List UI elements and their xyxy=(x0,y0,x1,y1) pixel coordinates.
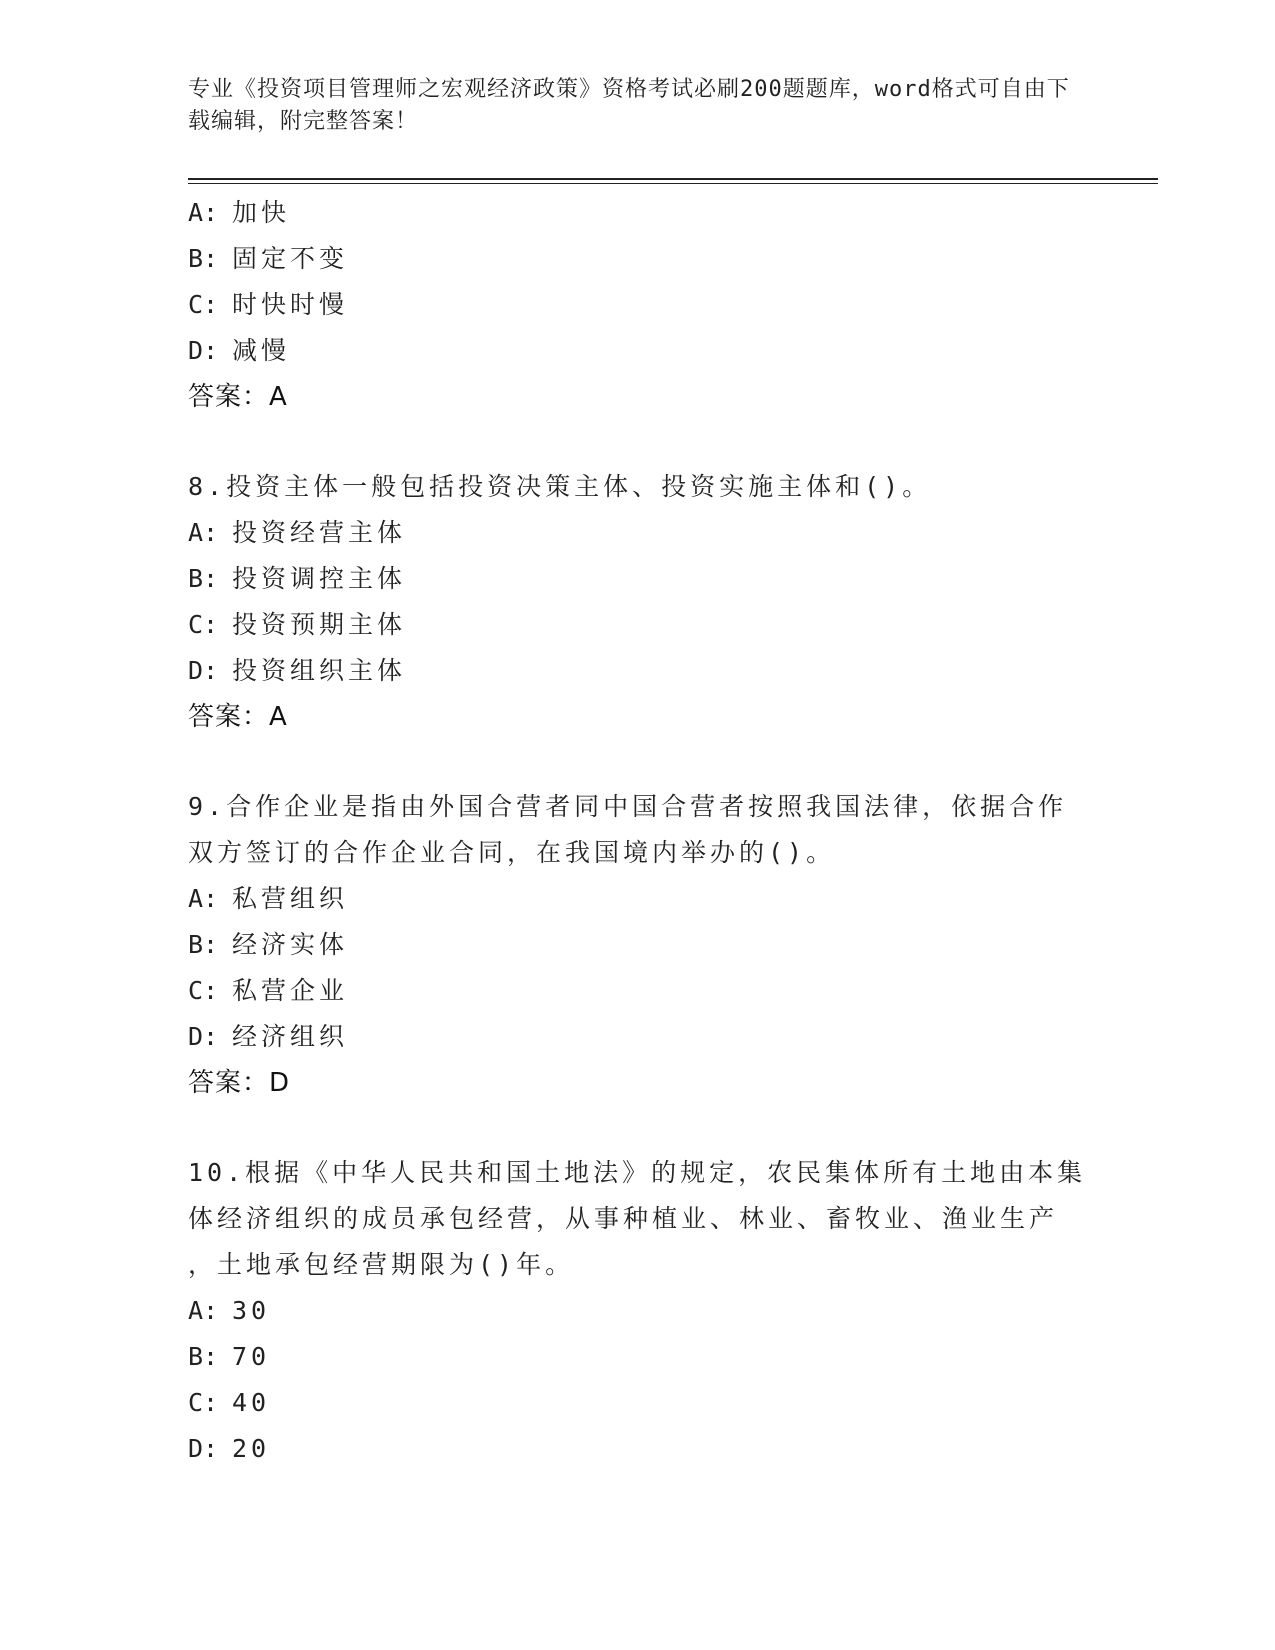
question-text-line: 双方签订的合作企业合同，在我国境内举办的()。 xyxy=(188,838,836,867)
option-label: D: xyxy=(188,336,219,365)
option-text: 经济实体 xyxy=(232,930,349,959)
option-text: 投资经营主体 xyxy=(232,518,407,547)
option-label: B: xyxy=(188,930,219,959)
option-text: 投资预期主体 xyxy=(232,610,407,639)
answer-line: 答案：A xyxy=(188,382,288,412)
option-c xyxy=(188,282,1108,328)
option-d xyxy=(188,1014,1108,1060)
question-text-line: ，土地承包经营期限为()年。 xyxy=(188,1250,575,1279)
option-d xyxy=(188,1426,1108,1472)
question-text: 8.投资主体一般包括投资决策主体、投资实施主体和()。 xyxy=(188,472,932,501)
option-label: A: xyxy=(188,884,219,913)
option-text: 减慢 xyxy=(232,336,291,365)
option-b xyxy=(188,922,1108,968)
question-8 xyxy=(188,464,1108,740)
option-text: 经济组织 xyxy=(232,1022,349,1051)
option-text: 70 xyxy=(232,1342,271,1371)
option-text: 时快时慢 xyxy=(232,290,349,319)
option-a xyxy=(188,876,1108,922)
option-b xyxy=(188,236,1108,282)
spacer xyxy=(188,420,1108,464)
question-10 xyxy=(188,1150,1108,1472)
question-9 xyxy=(188,784,1108,1106)
option-label: C: xyxy=(188,290,219,319)
option-a xyxy=(188,510,1108,556)
option-text: 40 xyxy=(232,1388,271,1417)
question-list xyxy=(188,190,1108,1472)
option-a xyxy=(188,190,1108,236)
option-b xyxy=(188,556,1108,602)
option-text: 加快 xyxy=(232,198,291,227)
answer-line: 答案：D xyxy=(188,1068,291,1098)
option-text: 20 xyxy=(232,1434,271,1463)
question-7 xyxy=(188,190,1108,420)
option-label: D: xyxy=(188,1434,219,1463)
option-b xyxy=(188,1334,1108,1380)
option-label: B: xyxy=(188,1342,219,1371)
document-header: 专业《投资项目管理师之宏观经济政策》资格考试必刷200题题库，word格式可自由下载编辑，附完整答案！ xyxy=(188,77,1070,134)
option-text: 私营企业 xyxy=(232,976,349,1005)
option-text: 私营组织 xyxy=(232,884,349,913)
spacer xyxy=(188,740,1108,784)
option-text: 投资调控主体 xyxy=(232,564,407,593)
question-text-line: 10.根据《中华人民共和国土地法》的规定，农民集体所有土地由本集 xyxy=(188,1158,1087,1187)
option-label: A: xyxy=(188,518,219,547)
option-label: C: xyxy=(188,610,219,639)
option-d xyxy=(188,648,1108,694)
spacer xyxy=(188,1106,1108,1150)
option-text: 30 xyxy=(232,1296,271,1325)
option-label: A: xyxy=(188,1296,219,1325)
question-text-line: 9.合作企业是指由外国合营者同中国合营者按照我国法律，依据合作 xyxy=(188,792,1068,821)
option-c xyxy=(188,1380,1108,1426)
option-label: A: xyxy=(188,198,219,227)
option-label: B: xyxy=(188,244,219,273)
option-c xyxy=(188,968,1108,1014)
option-c xyxy=(188,602,1108,648)
option-label: C: xyxy=(188,1388,219,1417)
answer-line: 答案：A xyxy=(188,702,288,732)
option-label: D: xyxy=(188,1022,219,1051)
option-label: B: xyxy=(188,564,219,593)
option-label: D: xyxy=(188,656,219,685)
option-text: 投资组织主体 xyxy=(232,656,407,685)
option-d xyxy=(188,328,1108,374)
option-text: 固定不变 xyxy=(232,244,349,273)
question-text-line: 体经济组织的成员承包经营，从事种植业、林业、畜牧业、渔业生产 xyxy=(188,1204,1059,1233)
header-divider xyxy=(188,178,1158,184)
option-a xyxy=(188,1288,1108,1334)
option-label: C: xyxy=(188,976,219,1005)
